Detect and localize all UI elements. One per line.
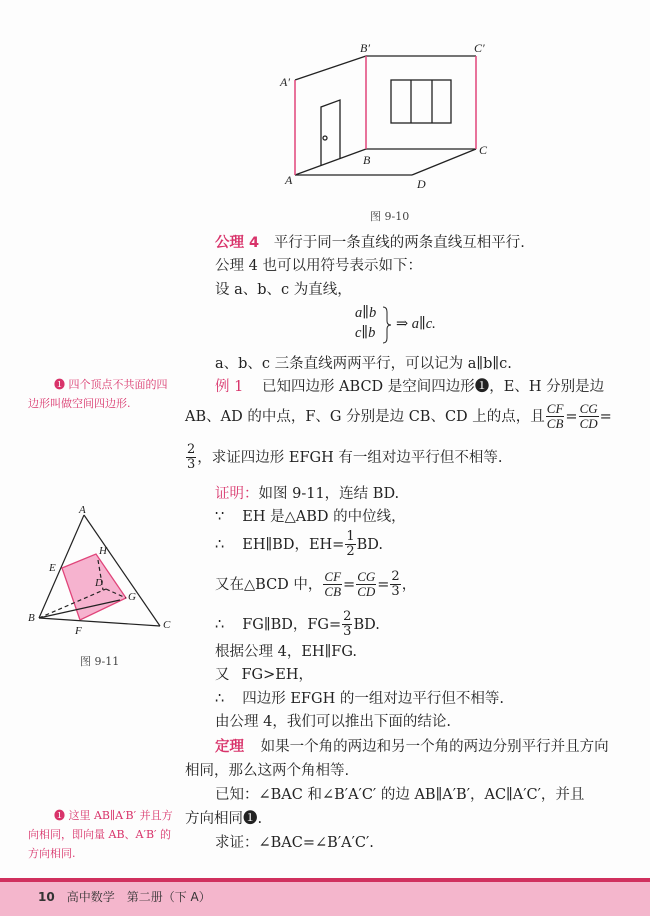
proof-therefore1: ∴ EH∥BD，EH= $\frac{1}{2}$ BD.: [215, 529, 383, 559]
given-line2: 方向相同❶.: [185, 811, 263, 827]
frac-cg-cd: $\frac{CG}{CD}$: [579, 401, 598, 431]
label-fig11-g: G: [128, 591, 136, 603]
figure-9-11-caption: 图 9-11: [80, 655, 120, 668]
sidenote2-line3: 方向相同.: [28, 847, 76, 860]
let-lines: 设 a、b、c 为直线，: [215, 282, 352, 298]
example1-text1: 已知四边形 ABCD 是空间四边形❶，E、H 分别是边: [261, 379, 605, 395]
implication: [355, 303, 376, 343]
label-fig11-b: B: [28, 612, 35, 624]
footer-text: [38, 888, 211, 905]
label-fig11-c: C: [163, 619, 171, 631]
frac-half: $\frac{1}{2}$: [346, 529, 355, 559]
label-a-prime: A′: [280, 75, 290, 89]
given-line1: 已知：∠BAC 和∠B′A′C′ 的边 AB∥A′B′，AC∥A′C′，并且: [215, 787, 585, 803]
example1-line1: [215, 377, 604, 397]
implication-line2: c∥b: [355, 325, 376, 341]
label-b: B: [363, 153, 371, 167]
sidenote1-line1: ❶ 四个顶点不共面的四: [54, 378, 168, 391]
proof-therefore2: ∴ FG∥BD，FG= $\frac{2}{3}$ BD.: [215, 609, 380, 639]
sidenote2-line1: ❶ 这里 AB∥A′B′ 并且方: [54, 809, 173, 822]
axiom4-symbol-intro: 公理 4 也可以用符号表示如下：: [215, 258, 422, 274]
label-c-prime: C′: [474, 41, 485, 55]
proof-label: 证明：: [215, 486, 259, 502]
axiom4-statement: 平行于同一条直线的两条直线互相平行.: [273, 235, 525, 251]
sidenote2-line2: 向相同，即向量 AB、A′B′ 的: [28, 828, 172, 841]
example1-line2: AB、AD 的中点，F、G 分别是边 CB、CD 上的点，且 $\frac{CF}{CB}$ = $\frac{CG}{CD}$ =: [185, 401, 612, 431]
label-d: D: [417, 177, 426, 191]
label-fig11-f: F: [75, 625, 82, 637]
label-fig11-h: H: [99, 545, 107, 557]
pairwise-parallel: a、b、c 三条直线两两平行，可以记为 a∥b∥c.: [215, 356, 512, 372]
theorem-label: 定理: [215, 739, 244, 755]
axiom4: [215, 233, 525, 253]
label-a: A: [285, 173, 293, 187]
proof-conclusion: ∴ 四边形 EFGH 的一组对边平行但不相等.: [215, 691, 504, 707]
prove-text: 求证：∠BAC=∠B′A′C′.: [215, 835, 374, 851]
figure-9-10-caption: 图 9-10: [370, 210, 410, 223]
implication-line1: a∥b: [355, 305, 377, 321]
label-fig11-a: A: [79, 504, 86, 516]
proof-also-ineq: 又 FG>EH，: [215, 667, 314, 683]
theorem-line2: 相同，那么这两个角相等.: [185, 763, 350, 779]
theorem-line1: 定理 如果一个角的两边和另一个角的两边分别平行并且方向: [215, 739, 609, 755]
proof-also: 又在△BCD 中， $\frac{CF}{CB}$ = $\frac{CG}{CD}$ = $\frac{2}{3}$ ，: [215, 569, 417, 599]
label-fig11-d: D: [95, 577, 103, 589]
label-fig11-e: E: [49, 562, 56, 574]
label-c: C: [479, 143, 488, 157]
proof-because1: ∵ EH 是△ABD 的中位线，: [215, 509, 406, 525]
proof-by-axiom: 根据公理 4，EH∥FG.: [215, 644, 357, 660]
implication-result: ⇒ a∥c.: [396, 316, 436, 332]
example1-text2: AB、AD 的中点，F、G 分别是边 CB、CD 上的点，且: [185, 408, 545, 425]
derive-text: 由公理 4，我们可以推出下面的结论.: [215, 714, 451, 730]
brace-icon: [382, 306, 392, 344]
example1-label: 例 1: [215, 379, 244, 395]
frac-cf-cb: $\frac{CF}{CB}$: [546, 401, 564, 431]
frac-two-thirds: $\frac{2}{3}$: [187, 442, 196, 472]
example1-text3: ，求证四边形 EFGH 有一组对边平行但不相等.: [197, 449, 503, 466]
book-title: 高中数学 第二册（下 A）: [66, 890, 211, 904]
axiom4-label: 公理 4: [215, 235, 260, 251]
example1-line3: [185, 443, 502, 472]
proof-intro-text: 如图 9-11，连结 BD.: [258, 486, 400, 502]
page-number: 10: [38, 890, 55, 904]
label-b-prime: B′: [360, 41, 370, 55]
proof-intro: [215, 484, 399, 504]
sidenote1-line2: 边形叫做空间四边形.: [28, 397, 131, 410]
